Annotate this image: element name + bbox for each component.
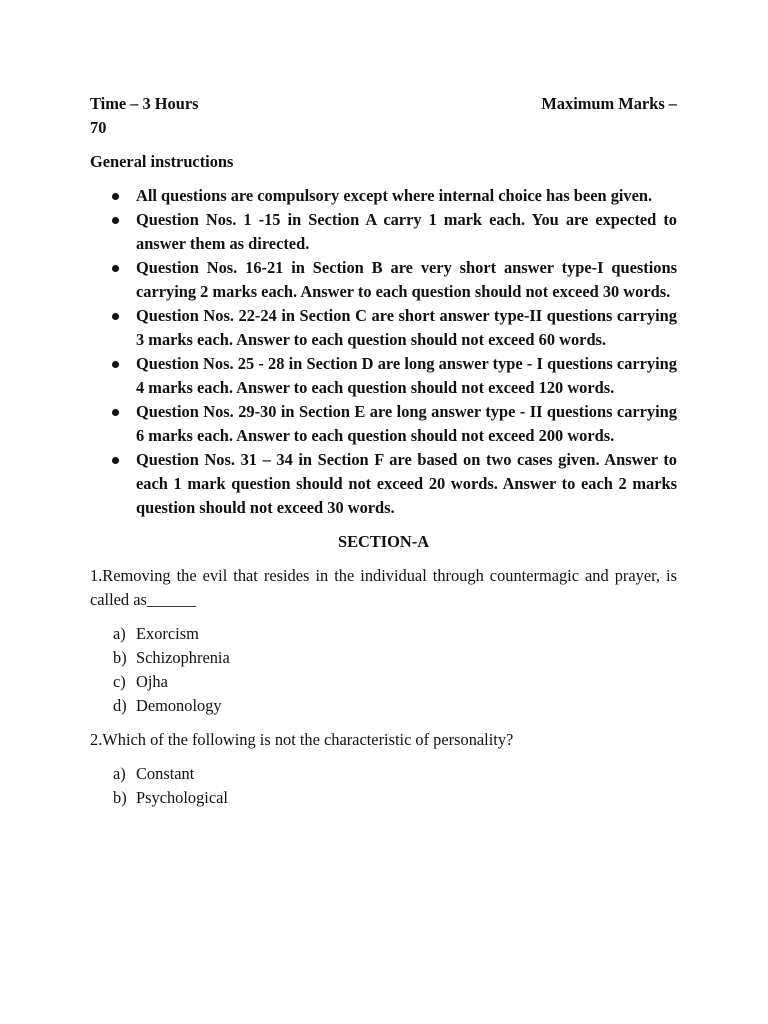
instruction-item — [136, 448, 677, 520]
question-2-options — [90, 762, 677, 810]
option-letter: d) — [113, 696, 127, 715]
general-instructions-title: General instructions — [90, 152, 234, 171]
instruction-item — [136, 304, 677, 352]
instruction-item — [136, 184, 677, 208]
option-letter: a) — [113, 624, 126, 643]
instruction-item — [136, 256, 677, 304]
instruction-item — [136, 400, 677, 448]
instruction-text: Question Nos. 1 -15 in Section A carry 1 mark each. You are expected to answer them as directed. — [136, 210, 677, 253]
instruction-text: All questions are compulsory except where internal choice has been given. — [136, 186, 653, 205]
option-text: Exorcism — [136, 624, 199, 643]
instruction-item — [136, 352, 677, 400]
time-label: Time – 3 Hours — [90, 94, 199, 113]
option-text: Constant — [136, 764, 195, 783]
question-2-text: 2.Which of the following is not the characteristic of personality? — [90, 730, 514, 749]
option-item — [113, 762, 677, 786]
instruction-text: Question Nos. 31 – 34 in Section F are based on two cases given. Answer to each 1 mark question should not exceed 20 words. Answer to each 2 marks question should not exceed 30 words. — [136, 450, 677, 517]
instruction-text: Question Nos. 16-21 in Section B are very short answer type-I questions carrying 2 marks each. Answer to each question should not exceed 30 words. — [136, 258, 677, 301]
bullet-icon — [112, 193, 119, 200]
instruction-text: Question Nos. 25 - 28 in Section D are long answer type - I questions carrying 4 marks each. Answer to each question should not exceed 120 words. — [136, 354, 677, 397]
option-letter: a) — [113, 764, 126, 783]
exam-header — [90, 92, 677, 116]
bullet-icon — [112, 457, 119, 464]
instruction-item — [136, 208, 677, 256]
bullet-icon — [112, 265, 119, 272]
option-item — [113, 786, 677, 810]
bullet-icon — [112, 409, 119, 416]
max-marks-value: 70 — [90, 118, 107, 137]
page-content — [90, 92, 677, 820]
option-letter: c) — [113, 672, 126, 691]
option-text: Demonology — [136, 696, 222, 715]
bullet-icon — [112, 361, 119, 368]
option-text: Schizophrenia — [136, 648, 230, 667]
instructions-list — [90, 184, 677, 520]
option-item — [113, 694, 677, 718]
bullet-icon — [112, 217, 119, 224]
option-text: Ojha — [136, 672, 168, 691]
section-a-title: SECTION-A — [337, 532, 430, 551]
option-letter: b) — [113, 648, 127, 667]
option-item — [113, 622, 677, 646]
option-item — [113, 646, 677, 670]
question-1-options — [90, 622, 677, 718]
option-item — [113, 670, 677, 694]
question-1-text: 1.Removing the evil that resides in the individual through countermagic and prayer, is called as______ — [90, 566, 677, 609]
instruction-text: Question Nos. 22-24 in Section C are short answer type-II questions carrying 3 marks each. Answer to each question should not exceed 60 words. — [136, 306, 677, 349]
instruction-text: Question Nos. 29-30 in Section E are long answer type - II questions carrying 6 marks each. Answer to each question should not exceed 200 words. — [136, 402, 677, 445]
max-marks-label: Maximum Marks – — [541, 94, 677, 113]
option-letter: b) — [113, 788, 127, 807]
bullet-icon — [112, 313, 119, 320]
option-text: Psychological — [136, 788, 228, 807]
